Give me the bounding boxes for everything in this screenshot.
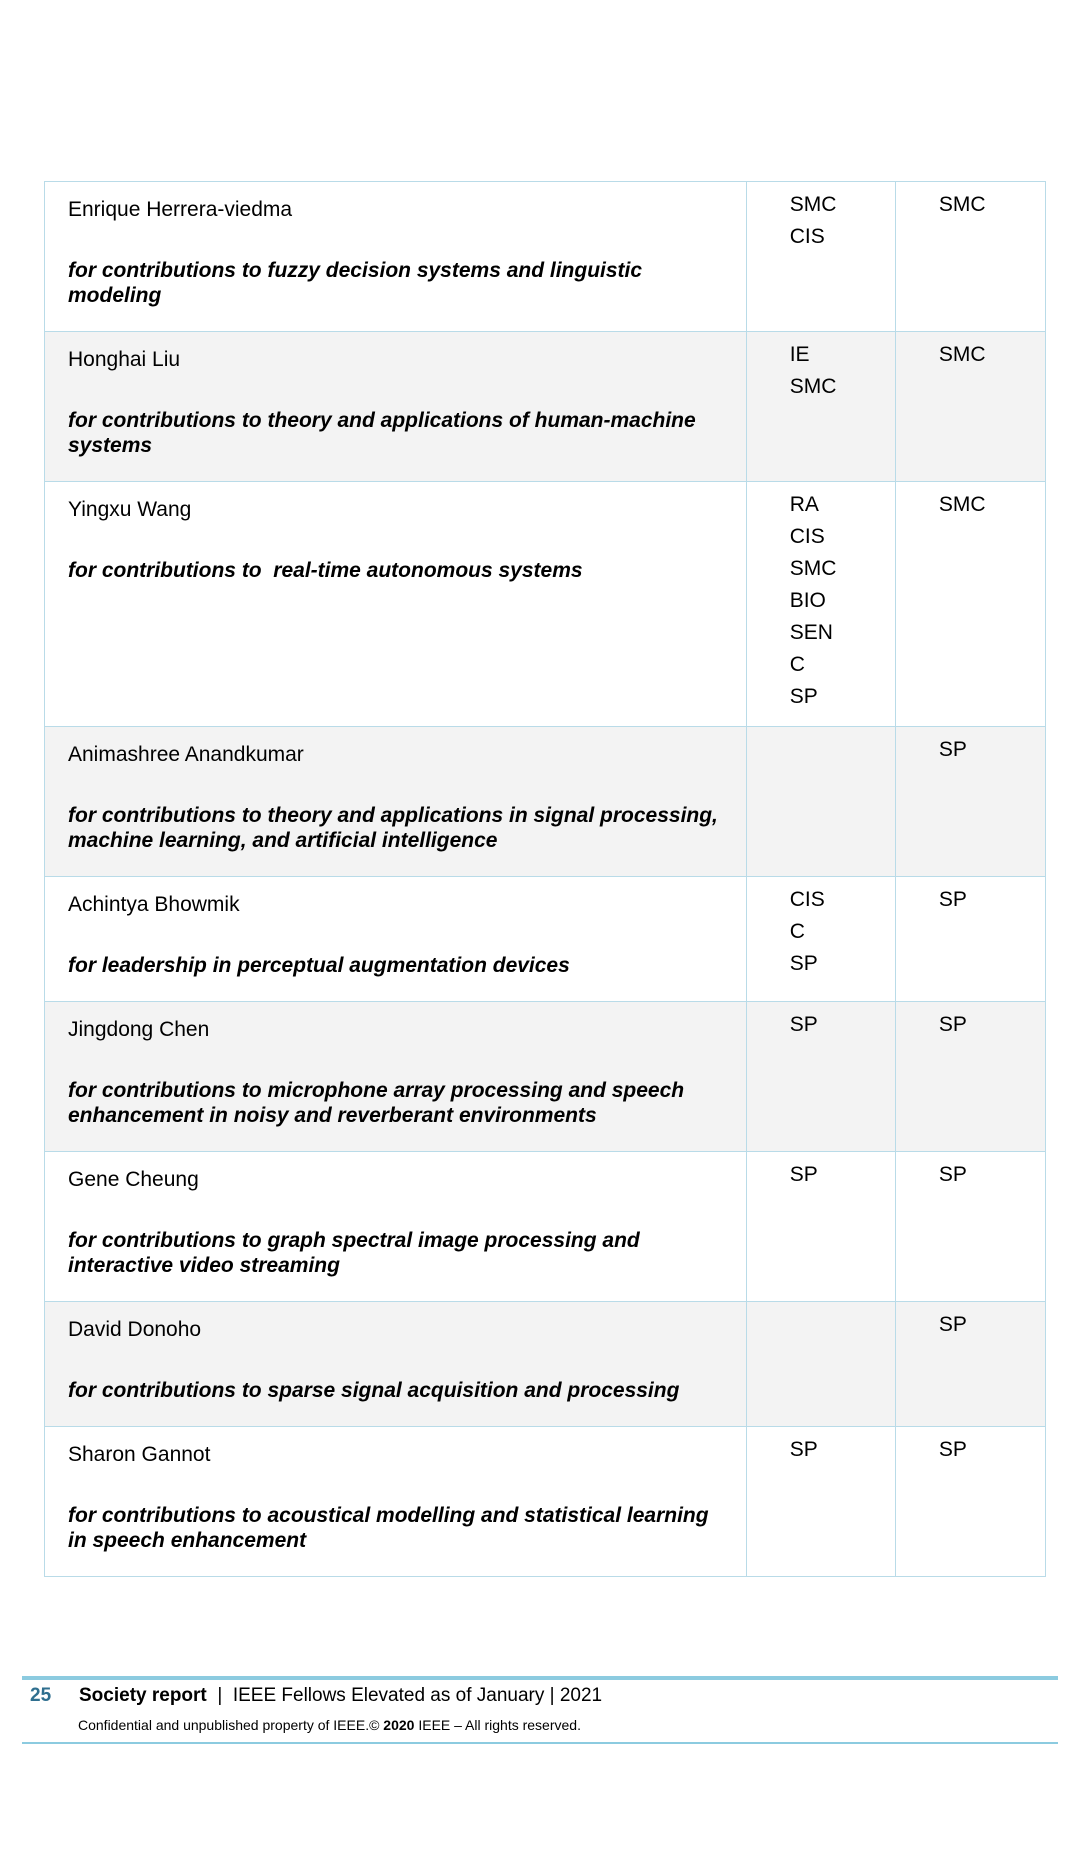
sponsor-society-cell: [895, 482, 1045, 727]
sponsor-society-list: [896, 727, 1045, 779]
sponsor-society: SP: [938, 1313, 967, 1336]
sponsor-society-list: [896, 877, 1045, 929]
fellow-cell: [45, 1002, 747, 1152]
evaluating-society: SP: [789, 1438, 818, 1461]
evaluating-society-list: [747, 877, 895, 993]
fellow-name: Sharon Gannot: [68, 1443, 211, 1466]
sponsor-society-cell: [895, 1002, 1045, 1152]
sponsor-society: SP: [938, 1013, 967, 1036]
sponsor-society: SMC: [938, 343, 986, 366]
sponsor-society: SMC: [938, 193, 986, 216]
fellow-cell: [45, 1152, 747, 1302]
confidentiality-notice: [78, 1717, 581, 1733]
sponsor-society: SP: [938, 1438, 967, 1461]
sponsor-society-list: [896, 1002, 1045, 1054]
evaluating-societies-cell: [746, 1427, 895, 1577]
sponsor-society-list: [896, 182, 1045, 234]
sponsor-society: SP: [938, 738, 967, 761]
sponsor-society: SMC: [938, 493, 986, 516]
copyright-year: 2020: [383, 1717, 415, 1733]
fellow-cell: [45, 182, 747, 332]
sponsor-society-cell: [895, 1427, 1045, 1577]
evaluating-societies-cell: [746, 482, 895, 727]
fellow-citation: for contributions to theory and applications of human-machine systems: [68, 409, 696, 457]
fellow-citation: for contributions to graph spectral image processing and interactive video streaming: [68, 1229, 640, 1277]
evaluating-society-list: [747, 727, 895, 747]
fellow-name: David Donoho: [68, 1318, 202, 1341]
footer-title-bold: Society report: [79, 1685, 207, 1706]
evaluating-society: CIS: [789, 525, 825, 548]
evaluating-society: BIO: [789, 589, 826, 612]
table-row: [45, 482, 1046, 727]
footer-title: [79, 1685, 602, 1707]
sponsor-society-cell: [895, 727, 1045, 877]
footer-rule: [22, 1676, 1058, 1680]
evaluating-society-list: [747, 332, 895, 416]
sponsor-society-cell: [895, 182, 1045, 332]
fellow-name: Gene Cheung: [68, 1168, 199, 1191]
table-row: [45, 1152, 1046, 1302]
table-row: [45, 332, 1046, 482]
evaluating-society: SP: [789, 685, 818, 708]
fellow-cell: [45, 1427, 747, 1577]
evaluating-society: SP: [789, 952, 818, 975]
evaluating-society: SP: [789, 1163, 818, 1186]
fellow-citation: for contributions to acoustical modelling and statistical learning in speech enhancement: [68, 1504, 709, 1552]
evaluating-society: SP: [789, 1013, 818, 1036]
fellow-citation: for contributions to theory and applications in signal processing, machine learning, and artificial intelligence: [68, 804, 718, 852]
evaluating-society: SEN: [789, 621, 833, 644]
fellow-cell: [45, 877, 747, 1002]
evaluating-societies-cell: [746, 332, 895, 482]
footer-title-rest: | IEEE Fellows Elevated as of January | 2021: [206, 1685, 603, 1706]
table-row: [45, 877, 1046, 1002]
confidentiality-prefix: Confidential and unpublished property of IEEE.©: [78, 1717, 384, 1733]
evaluating-societies-cell: [746, 1002, 895, 1152]
fellow-name: Yingxu Wang: [68, 498, 192, 521]
fellow-cell: [45, 1302, 747, 1427]
fellow-name: Enrique Herrera-viedma: [68, 198, 293, 221]
fellow-citation: for contributions to real-time autonomous systems: [68, 559, 583, 582]
sponsor-society-cell: [895, 1302, 1045, 1427]
evaluating-society: SMC: [789, 375, 837, 398]
fellow-name: Honghai Liu: [68, 348, 181, 371]
sponsor-society-list: [896, 1152, 1045, 1204]
evaluating-society-list: [747, 182, 895, 266]
table-row: [45, 1427, 1046, 1577]
evaluating-society-list: [747, 1002, 895, 1054]
evaluating-society: C: [789, 920, 805, 943]
evaluating-societies-cell: [746, 877, 895, 1002]
sponsor-society-list: [896, 482, 1045, 534]
fellows-table: [44, 181, 1046, 1577]
evaluating-societies-cell: [746, 1152, 895, 1302]
evaluating-society: CIS: [789, 225, 825, 248]
confidentiality-suffix: IEEE – All rights reserved.: [414, 1717, 581, 1733]
fellow-citation: for contributions to microphone array processing and speech enhancement in noisy and reverberant environments: [68, 1079, 685, 1127]
fellow-cell: [45, 482, 747, 727]
evaluating-societies-cell: [746, 727, 895, 877]
page-number: 25: [30, 1685, 52, 1706]
fellow-name: Achintya Bhowmik: [68, 893, 240, 916]
evaluating-society: SMC: [789, 193, 837, 216]
sponsor-society-cell: [895, 332, 1045, 482]
evaluating-societies-cell: [746, 1302, 895, 1427]
evaluating-society: SMC: [789, 557, 837, 580]
table-row: [45, 1002, 1046, 1152]
evaluating-society-list: [747, 482, 895, 726]
table-row: [45, 182, 1046, 332]
sponsor-society-list: [896, 1427, 1045, 1479]
fellow-name: Animashree Anandkumar: [68, 743, 304, 766]
sponsor-society: SP: [938, 1163, 967, 1186]
sponsor-society-list: [896, 332, 1045, 384]
sponsor-society-cell: [895, 877, 1045, 1002]
table-row: [45, 1302, 1046, 1427]
evaluating-society: C: [789, 653, 805, 676]
evaluating-society: CIS: [789, 888, 825, 911]
fellow-cell: [45, 727, 747, 877]
evaluating-society-list: [747, 1302, 895, 1322]
evaluating-society: RA: [789, 493, 819, 516]
fellow-citation: for leadership in perceptual augmentation devices: [68, 954, 570, 977]
evaluating-society-list: [747, 1152, 895, 1204]
fellow-cell: [45, 332, 747, 482]
sponsor-society-list: [896, 1302, 1045, 1354]
evaluating-societies-cell: [746, 182, 895, 332]
table-row: [45, 727, 1046, 877]
evaluating-society-list: [747, 1427, 895, 1479]
fellow-citation: for contributions to sparse signal acquisition and processing: [68, 1379, 680, 1402]
sponsor-society: SP: [938, 888, 967, 911]
sponsor-society-cell: [895, 1152, 1045, 1302]
fellows-table-body: [45, 182, 1046, 1577]
footer-rule: [22, 1742, 1058, 1744]
evaluating-society: IE: [789, 343, 810, 366]
fellow-citation: for contributions to fuzzy decision systems and linguistic modeling: [68, 259, 643, 307]
fellow-name: Jingdong Chen: [68, 1018, 210, 1041]
